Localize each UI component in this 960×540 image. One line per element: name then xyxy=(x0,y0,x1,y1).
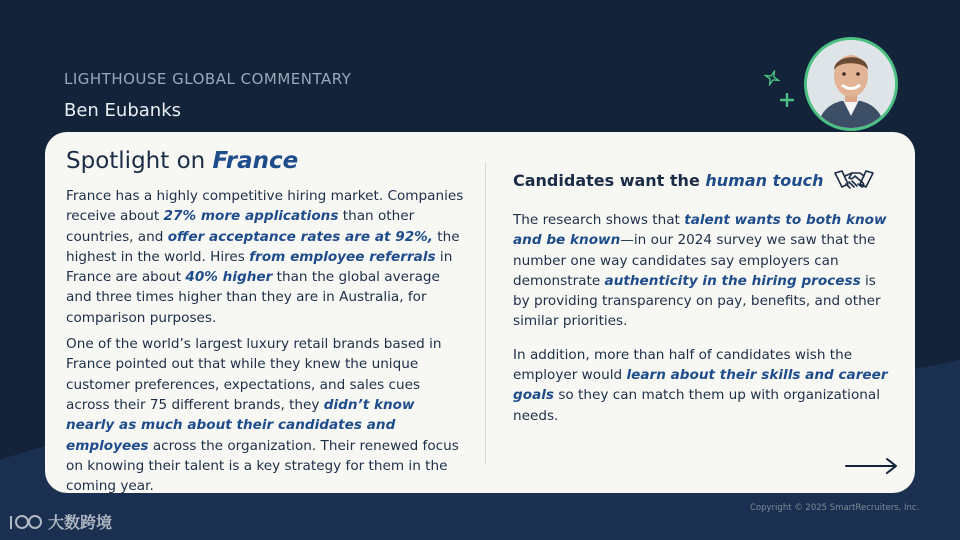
body-text: the highest in the world. Hires xyxy=(66,228,460,265)
left-heading xyxy=(66,146,466,176)
left-heading-prefix: Spotlight on xyxy=(66,148,213,174)
watermark-text: 大数跨境 xyxy=(48,513,113,532)
highlight-text: from employee referrals xyxy=(249,248,436,265)
right-heading-emphasis: human touch xyxy=(705,171,824,190)
left-heading-emphasis: France xyxy=(212,148,299,174)
arrow-right-icon[interactable] xyxy=(845,456,899,476)
body-text: than the global average and three times higher than they are in Australia, for comparison purposes. xyxy=(66,269,440,326)
highlight-text: 27% more applications xyxy=(163,208,339,225)
highlight-text: 40% higher xyxy=(185,269,273,286)
content-card xyxy=(45,132,915,493)
left-column xyxy=(66,146,466,496)
right-paragraph-2 xyxy=(513,345,888,426)
highlight-text: didn’t know nearly as much about their candidates and employees xyxy=(66,396,415,454)
body-text: One of the world’s largest luxury retail brands based in France pointed out that while they knew the unique customer preferences, expectations, and sales cues across their 75 different brands, they xyxy=(66,336,442,413)
author-name: Ben Eubanks xyxy=(64,100,181,121)
left-paragraph-2 xyxy=(66,334,466,496)
handshake-icon xyxy=(833,168,875,194)
eyebrow-label: LIGHTHOUSE GLOBAL COMMENTARY xyxy=(64,70,352,88)
right-column xyxy=(513,168,888,426)
watermark xyxy=(8,510,112,533)
body-text: is by providing transparency on pay, benefits, and other similar priorities. xyxy=(513,272,881,330)
body-text: France has a highly competitive hiring market. Companies receive about xyxy=(66,188,464,225)
right-paragraph-1 xyxy=(513,210,888,332)
right-heading xyxy=(513,168,888,194)
body-text: than other countries, and xyxy=(66,208,415,245)
highlight-text: learn about their skills and career goals xyxy=(513,367,888,404)
copyright-text: Copyright © 2025 SmartRecruiters, Inc. xyxy=(750,503,920,513)
right-heading-prefix: Candidates want the xyxy=(513,171,706,190)
plus-icon xyxy=(780,93,794,107)
highlight-text: talent wants to both know and be known xyxy=(513,212,887,249)
person-portrait-icon xyxy=(807,40,895,128)
left-paragraph-1 xyxy=(66,186,466,328)
avatar xyxy=(804,37,898,131)
column-divider xyxy=(485,162,486,464)
body-text: In addition, more than half of candidates wish the employer would xyxy=(513,346,853,384)
highlight-text: offer acceptance rates are at 92%, xyxy=(167,228,433,245)
highlight-text: authenticity in the hiring process xyxy=(604,272,861,289)
body-text: so they can match them up with organizational needs. xyxy=(513,387,880,424)
body-text: in France are about xyxy=(66,248,453,286)
body-text: The research shows that xyxy=(513,212,685,228)
sparkle-icon xyxy=(764,70,780,86)
body-text: —in our 2024 survey we saw that the number one way candidates say employers can demonstrate xyxy=(513,232,876,289)
watermark-logo-icon xyxy=(8,512,44,532)
body-text: across the organization. Their renewed focus on knowing their talent is a key strategy for them in the coming year. xyxy=(66,437,459,495)
